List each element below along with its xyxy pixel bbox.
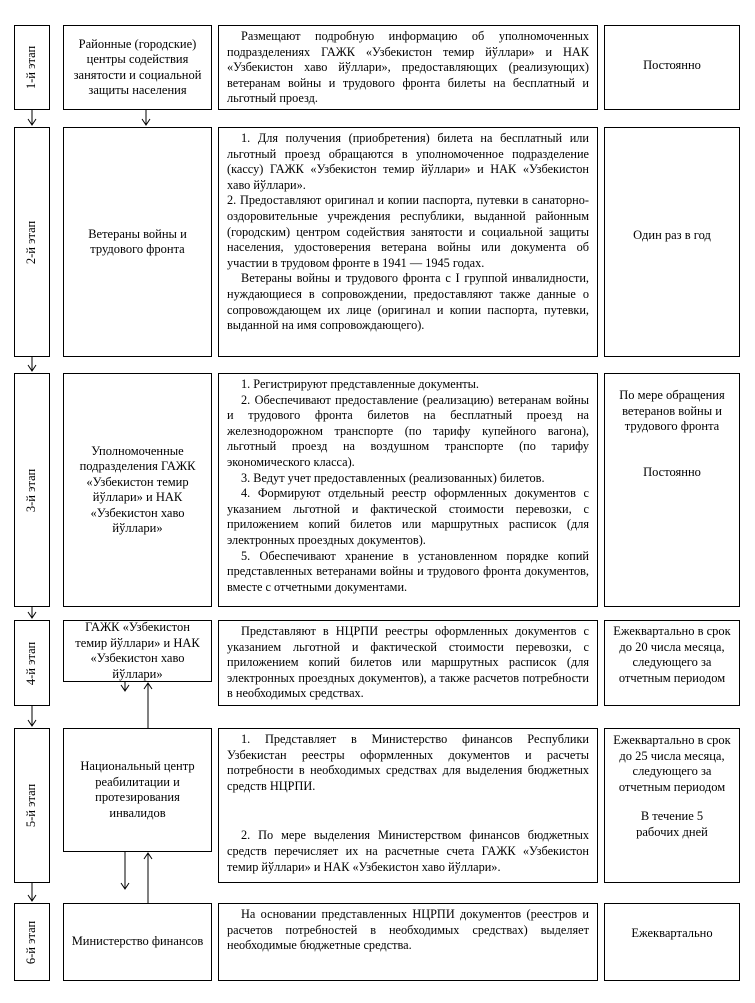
stage-6-label: 6-й этап	[14, 903, 50, 981]
stage-4-period: Ежеквартально в срок до 20 числа месяца, следующего за отчетным периодом	[604, 620, 740, 706]
arrow-down-actor-1-2	[142, 110, 150, 125]
stage-4-description: Представляют в НЦРПИ реестры оформленных документов с указанием льготной и фактической стоимости перевозки, с приложением копий билетов или маршрутных расписок (для электронных проездных документов), а также расчетов потребности в необходимых средствах.	[218, 620, 598, 706]
stage-4-label: 4-й этап	[14, 620, 50, 706]
stage-2-label: 2-й этап	[14, 127, 50, 357]
stage-2-actor: Ветераны войны и трудового фронта	[63, 127, 212, 357]
stage-3-period: По мере обращения ветеранов войны и трудового фронта Постоянно	[604, 373, 740, 607]
stage-5-description: 1. Представляет в Министерство финансов Республики Узбекистан реестры оформленных документов и расчеты потребности в необходимых средствах для выделения бюджетных средств НЦРПИ. 2. По мере выделения Министерством финансов бюджетных средств перечисляет их на расчетные счета ГАЖК «Узбекистон темир йўллари» и НАК «Узбекистон хаво йўллари».	[218, 728, 598, 883]
stage-5-actor: Национальный центр реабилитации и протезирования инвалидов	[63, 728, 212, 852]
stage-5-label: 5-й этап	[14, 728, 50, 883]
stage-3-actor: Уполномоченные подразделения ГАЖК «Узбекистон темир йўллари» и НАК «Узбекистон хаво йўллари»	[63, 373, 212, 607]
arrow-down-actor-5-6	[121, 852, 129, 889]
arrow-down-stage-2-3	[28, 357, 36, 371]
stage-2-period: Один раз в год	[604, 127, 740, 357]
stage-6-actor: Министерство финансов	[63, 903, 212, 981]
arrow-down-actor-4-5	[121, 682, 129, 691]
arrow-up-actor-6-5	[144, 853, 152, 903]
arrow-down-stage-5-6	[28, 883, 36, 901]
stage-6-period: Ежеквартально	[604, 903, 740, 981]
stage-2-description: 1. Для получения (приобретения) билета на бесплатный или льготный проезд обращаются в уполномоченное подразделение (кассу) ГАЖК «Узбекистон темир йўллари» и НАК «Узбекистон хаво йўллари». 2. Предоставляют оригинал и копии паспорта, путевки в санаторно-оздоровительные учреждения республики, выданной районным (городским) центром содействия занятости и социальной защиты населения, удостоверения ветерана войны или документа об участии в трудовом фронте в 1941 — 1945 годах. Ветераны войны и трудового фронта с I группой инвалидности, нуждающиеся в сопровождении, предоставляют также данные о сопровождающем их лице (оригинал и копии паспорта, путевки, выданной на имя сопровождающего).	[218, 127, 598, 357]
stage-5-period: Ежеквартально в срок до 25 числа месяца, следующего за отчетным периодом В течение 5 рабочих дней	[604, 728, 740, 883]
stage-1-label: 1-й этап	[14, 25, 50, 110]
stage-1-description: Размещают подробную информацию об уполномоченных подразделениях ГАЖК «Узбекистон темир йўллари» и НАК «Узбекистон хаво йўллари», предоставляющих (реализующих) ветеранам войны и трудового фронта билеты на бесплатный и льготный проезд.	[218, 25, 598, 110]
arrow-up-actor-5-4	[144, 683, 152, 728]
arrow-down-stage-3-4	[28, 607, 36, 618]
stage-3-label: 3-й этап	[14, 373, 50, 607]
stage-1-period: Постоянно	[604, 25, 740, 110]
arrow-down-stage-4-5	[28, 706, 36, 726]
stage-3-description: 1. Регистрируют представленные документы. 2. Обеспечивают предоставление (реализацию) ветеранам войны и трудового фронта билетов на бесплатный проезд на железнодорожном транспорте (по тарифу купейного вагона), льготный проезд на воздушном транспорте (по тарифу экономического класса). 3. Ведут учет предоставленных (реализованных) билетов. 4. Формируют отдельный реестр оформленных документов с указанием льготной и фактической стоимости перевозки, с приложением копий билетов или маршрутных расписок (для электронных проездных документов). 5. Обеспечивают хранение в установленном порядке копий представленных ветеранами войны и трудового фронта документов, вместе с отчетными документами.	[218, 373, 598, 607]
stage-1-actor: Районные (городские) центры содействия занятости и социальной защиты населения	[63, 25, 212, 110]
arrow-down-stage-1-2	[28, 110, 36, 125]
stage-4-actor: ГАЖК «Узбекистон темир йўллари» и НАК «Узбекистон хаво йўллари»	[63, 620, 212, 682]
stage-6-description: На основании представленных НЦРПИ документов (реестров и расчетов потребностей в необходимых средствах) выделяет необходимые бюджетные средства.	[218, 903, 598, 981]
